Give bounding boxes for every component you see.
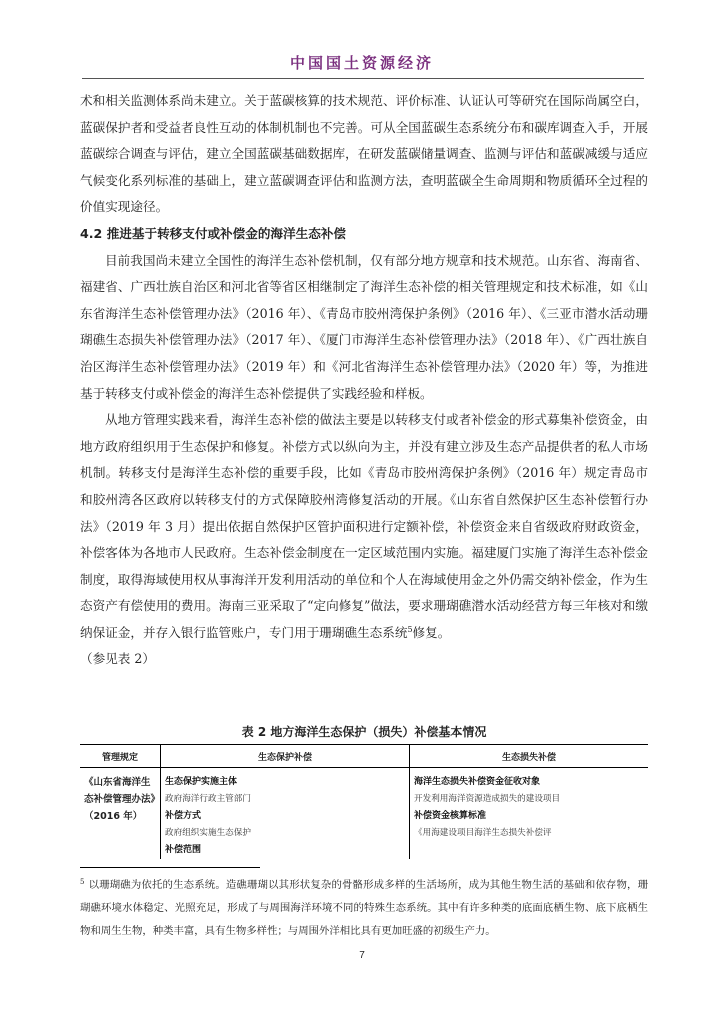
loss-target-label: 海洋生态损失补偿资金征收对象 [414, 777, 541, 787]
footnote-text: 以珊瑚礁为依托的生态系统。造礁珊瑚以其形状复杂的骨骼形成多样的生活场所，成为其他生物生活的基础和依存物，珊瑚礁环境水体稳定、光照充足，形成了与周围海洋环境不同的特殊生态系统。其中有许多种类的底面底栖生物、底下底栖生物和周生生物，种类丰富，具有生物多样性；与周围外洋相比具有更加旺盛的初级生产力。 [80, 879, 648, 937]
protection-scope-label: 补偿范围 [165, 845, 202, 855]
compensation-table [80, 744, 648, 859]
intro-paragraph: 术和相关监测体系尚未建立。关于蓝碳核算的技术规范、评价标准、认证认可等研究在国际尚属空白，蓝碳保护者和受益者良性互动的体制机制也不完善。可从全国蓝碳生态系统分布和碳库调查入手，开展蓝碳综合调查与评估，建立全国蓝碳基础数据库，在研发蓝碳储量调查、监测与评估和蓝碳减缓与适应气候变化系列标准的基础上，建立蓝碳调查评估和监测方法，查明蓝碳全生命周期和物质循环全过程的价值实现途径。 [80, 93, 648, 215]
paragraph-1: 目前我国尚未建立全国性的海洋生态补偿机制，仅有部分地方规章和技术规范。山东省、海南省、福建省、广西壮族自治区和河北省等省区相继制定了海洋生态补偿的相关管理规定和技术标准，如《山东省海洋生态补偿管理办法》（2016 年）、《青岛市胶州湾保护条例》（2016 年）、《三亚市潜水活动珊瑚礁生态损失补偿管理办法》（2017 年）、《厦门市海洋生态补偿管理办法》（2018 年）、《广西壮族自治区海洋生态补偿管理办法》（2019 年）和《河北省海洋生态补偿管理办法》（2020 年）等，为推进基于转移支付或补偿金的海洋生态补偿提供了实践经验和样板。 [80, 252, 648, 401]
section-heading: 4.2 推进基于转移支付或补偿金的海洋生态补偿 [80, 225, 346, 241]
header-protection: 生态保护补偿 [161, 745, 410, 768]
footnote [80, 874, 648, 943]
main-content [80, 88, 648, 673]
paragraph-2-text: 从地方管理实践来看，海洋生态补偿的做法主要是以转移支付或者补偿金的形式募集补偿资金，由地方政府组织用于生态保护和修复。补偿方式以纵向为主，并没有建立涉及生态产品提供者的私人市场机制。转移支付是海洋生态补偿的重要手段，比如《青岛市胶州湾保护条例》（2016 年）规定青岛市和胶州湾各区政府以转移支付的方式保障胶州湾修复活动的开展。《山东省自然保护区生态补偿暂行办法》（2019 年 3 月）提出依据自然保护区管护面积进行定额补偿，补偿资金来自省级政府财政资金，补偿客体为各地市人民政府。生态补偿金制度在一定区域范围内实施。福建厦门实施了海洋生态补偿金制度，取得海域使用权从事海洋开发利用活动的单位和个人在海域使用金之外仍需交纳补偿金，作为生态资产有偿使用的费用。海南三亚采取了“定向修复”做法，要求珊瑚礁潜水活动经营方每三年核对和缴纳保证金，并存入银行监管账户，专门用于珊瑚礁生态系统 [80, 412, 648, 640]
table-row [80, 768, 648, 860]
header-rule [82, 78, 644, 79]
cell-loss [410, 768, 649, 860]
journal-header-title: 中国国土资源经济 [289, 54, 434, 72]
see-table-note: （参见表 2） [80, 651, 155, 667]
footnote-reference[interactable]: 5 [407, 624, 413, 634]
page-number: 7 [359, 950, 365, 961]
protection-subject-label: 生态保护实施主体 [165, 777, 238, 787]
loss-standard-label: 补偿资金核算标准 [414, 811, 487, 821]
loss-target-value: 开发利用海洋资源造成损失的建设项目 [414, 794, 561, 804]
protection-method-value: 政府组织实施生态保护 [165, 828, 251, 838]
footnote-rule [80, 867, 260, 868]
cell-protection [161, 768, 410, 860]
cell-regulation: 《山东省海洋生态补偿管理办法》（2016 年） [84, 777, 156, 822]
paragraph-2 [80, 407, 648, 646]
paragraph-2-text-end: 修复。 [412, 624, 451, 640]
protection-method-label: 补偿方式 [165, 811, 202, 821]
header-regulation: 管理规定 [80, 745, 161, 768]
table-title: 表 2 地方海洋生态保护（损失）补偿基本情况 [241, 725, 487, 739]
header-loss: 生态损失补偿 [410, 745, 649, 768]
protection-subject-value: 政府海洋行政主管部门 [165, 794, 251, 804]
loss-standard-value: 《用海建设项目海洋生态损失补偿评 [414, 828, 552, 838]
table-header-row [80, 745, 648, 768]
footnote-mark: 5 [80, 877, 85, 886]
